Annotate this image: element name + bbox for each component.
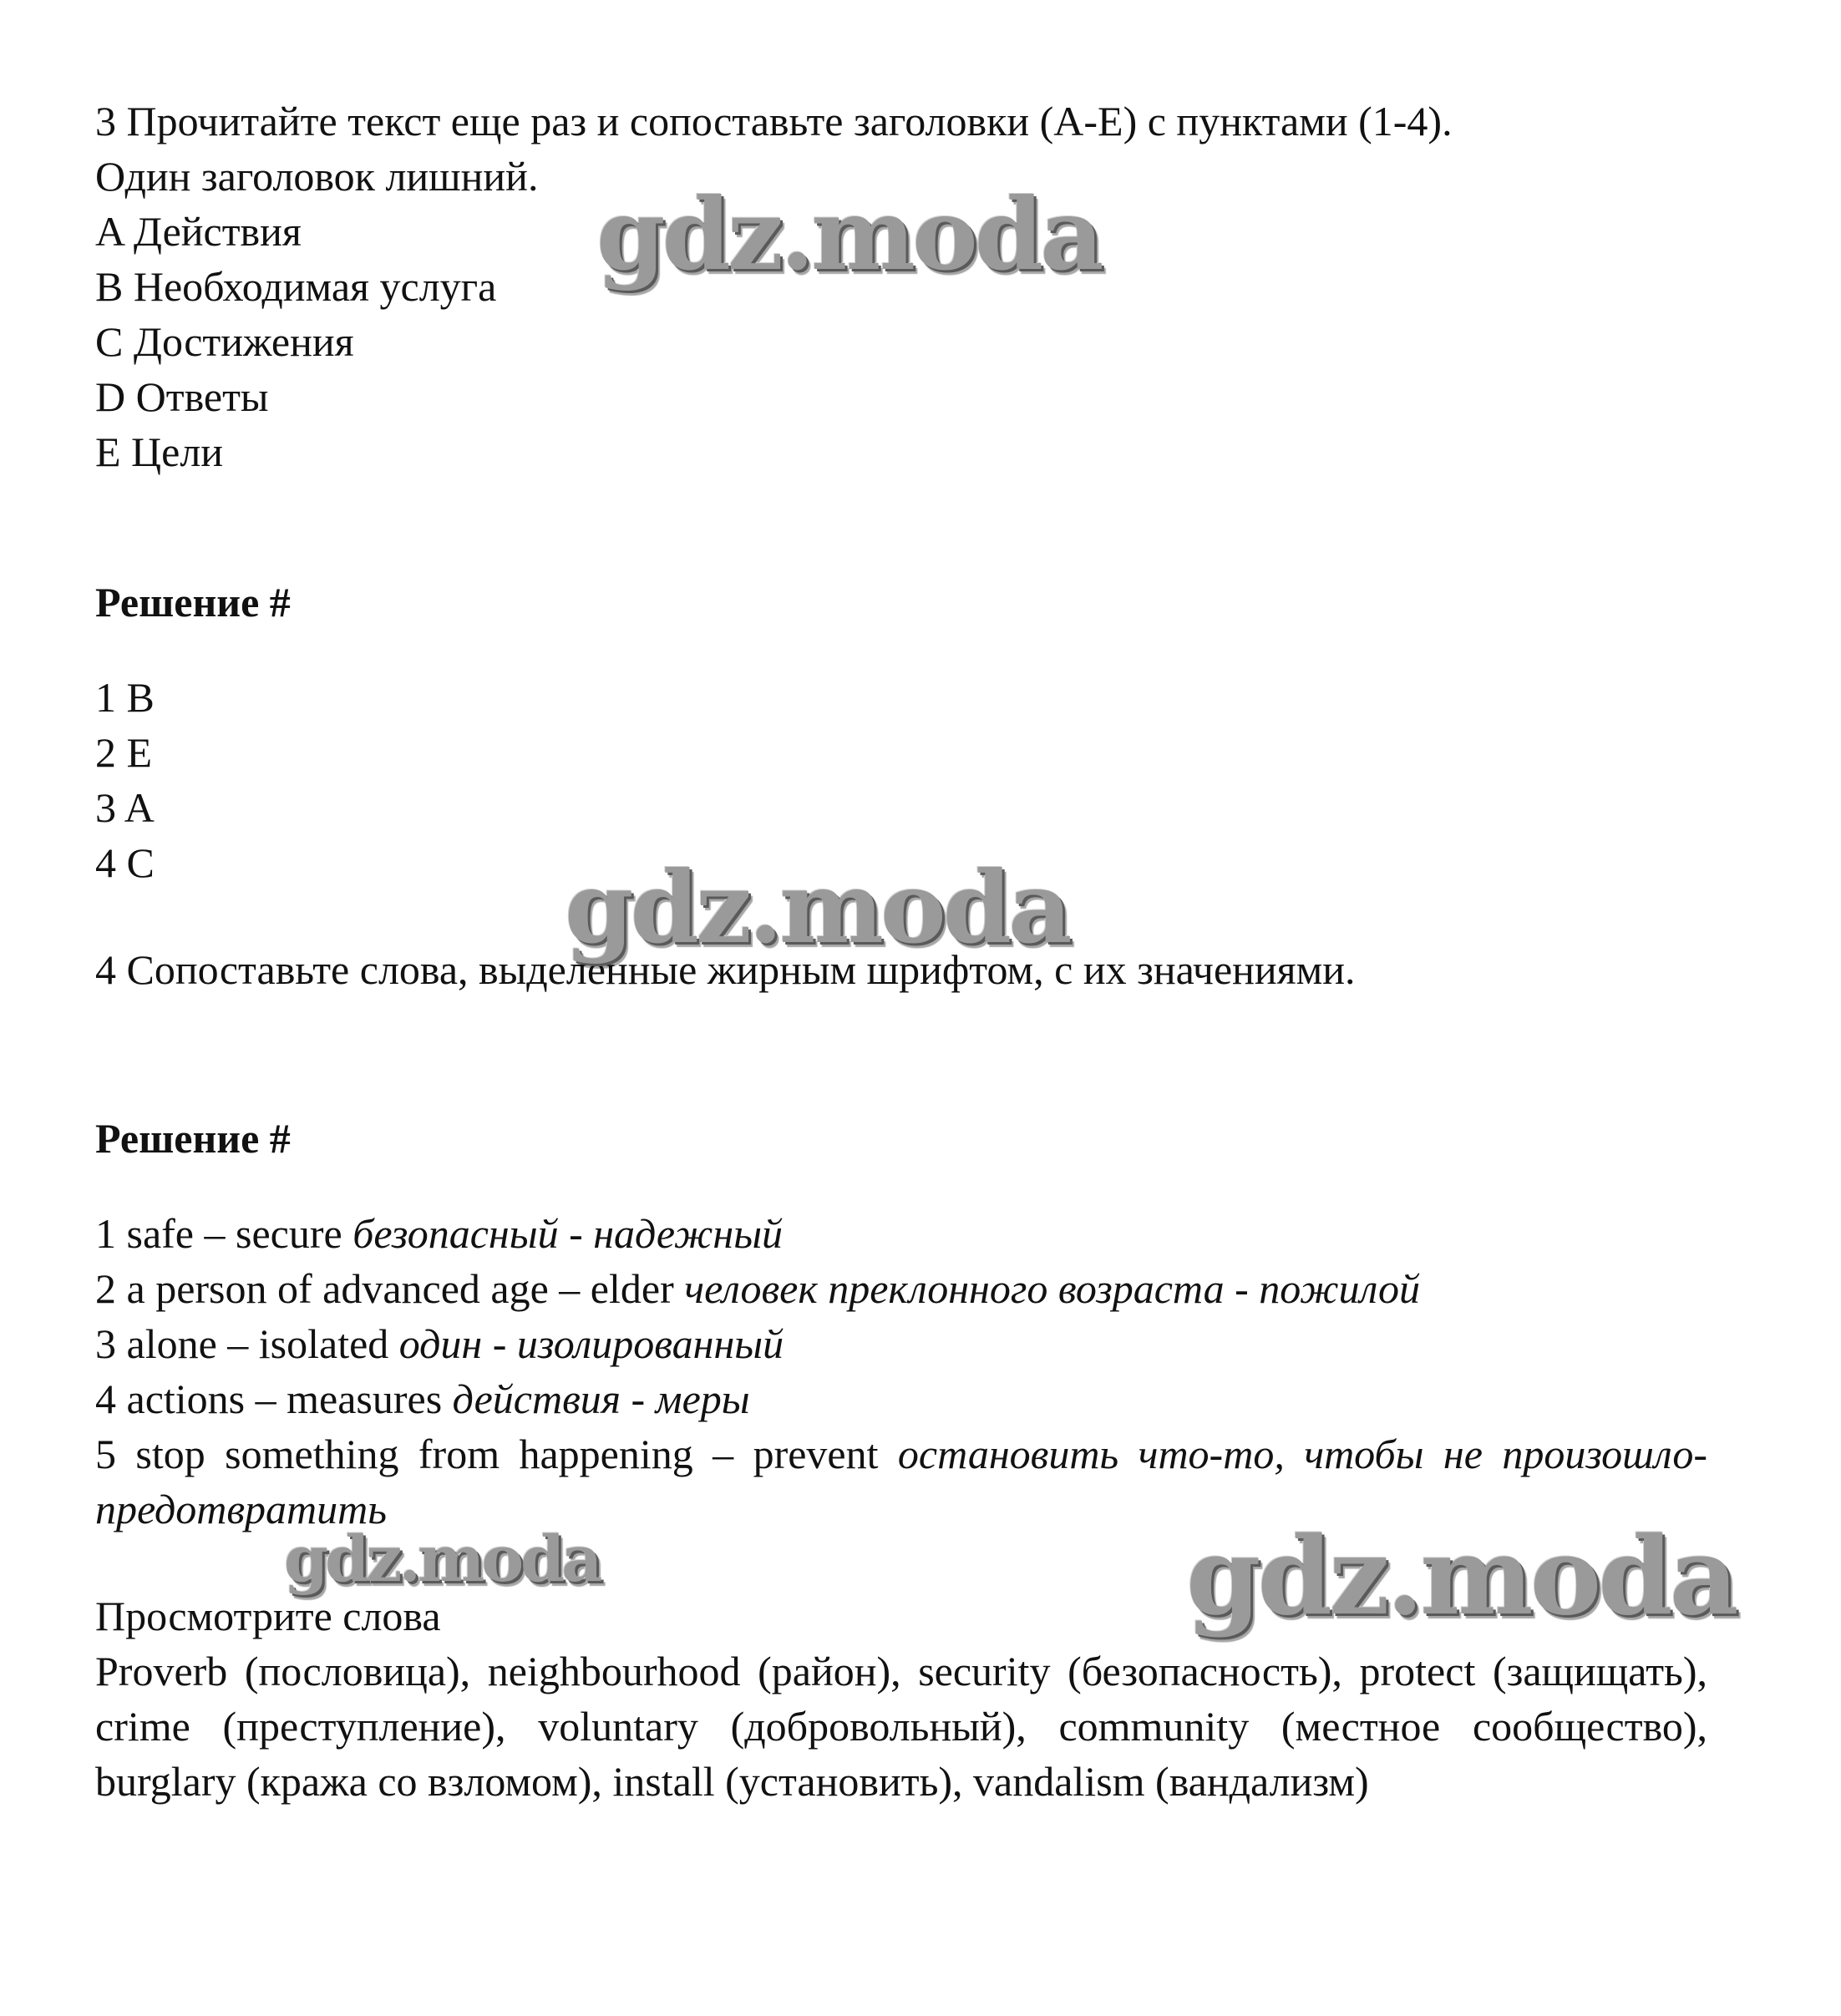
- task3-prompt: 3 Прочитайте текст еще раз и сопоставьте заголовки (A-E) с пунктами (1-4).: [95, 98, 1453, 144]
- term-pair: 2 a person of advanced age – elder: [95, 1265, 685, 1312]
- task4-answer-3: [95, 1316, 1707, 1371]
- task3-answer-2: 2 E: [95, 729, 153, 776]
- term-pair: 1 safe – secure: [95, 1210, 353, 1257]
- watermark-logo: gdz.moda: [565, 849, 1069, 965]
- option-b: B Необходимая услуга: [95, 263, 497, 310]
- task4-prompt: 4 Сопоставьте слова, выделенные жирным шрифтом, с их значениями.: [95, 946, 1356, 993]
- option-e: E Цели: [95, 428, 224, 475]
- option-d: D Ответы: [95, 373, 269, 420]
- task3-prompt-continued: Один заголовок лишний.: [95, 153, 539, 200]
- translation: действия - меры: [452, 1375, 750, 1422]
- task3-answer-3: 3 A: [95, 784, 155, 831]
- option-c: C Достижения: [95, 318, 354, 365]
- translation: остановить что-то, чтобы не произошло- предотвратить: [95, 1431, 1707, 1532]
- option-a: A Действия: [95, 208, 302, 255]
- watermark-logo: gdz.moda: [284, 1522, 600, 1596]
- watermark-logo: gdz.moda: [596, 176, 1101, 292]
- translation: человек преклонного возраста - пожилой: [684, 1265, 1420, 1312]
- vocabulary-text: Proverb (пословица), neighbourhood (район), security (безопасность), protect (защищать), crime (преступление), voluntary (добровольный), community (местное сообщество), burglary (кража со взломом), install (установить), vandalism (вандализм): [95, 1648, 1707, 1805]
- task3-solution-heading: Решение #: [95, 579, 291, 626]
- task4-answer-1: [95, 1206, 1707, 1261]
- vocabulary-title: Просмотрите слова: [95, 1593, 441, 1639]
- task4-answer-2: [95, 1261, 1707, 1316]
- translation: безопасный - надежный: [352, 1210, 784, 1257]
- task3-answer-4: 4 C: [95, 839, 155, 886]
- task4-solution-heading: Решение #: [95, 1115, 291, 1162]
- task4-answer-4: [95, 1371, 1707, 1426]
- term-pair: 3 alone – isolated: [95, 1320, 399, 1367]
- term-pair: 5 stop something from happening – prevent: [95, 1431, 898, 1477]
- watermark-logo: gdz.moda: [1186, 1514, 1736, 1639]
- term-pair: 4 actions – measures: [95, 1375, 453, 1422]
- translation: один - изолированный: [398, 1320, 784, 1367]
- task3-answer-1: 1 B: [95, 674, 155, 721]
